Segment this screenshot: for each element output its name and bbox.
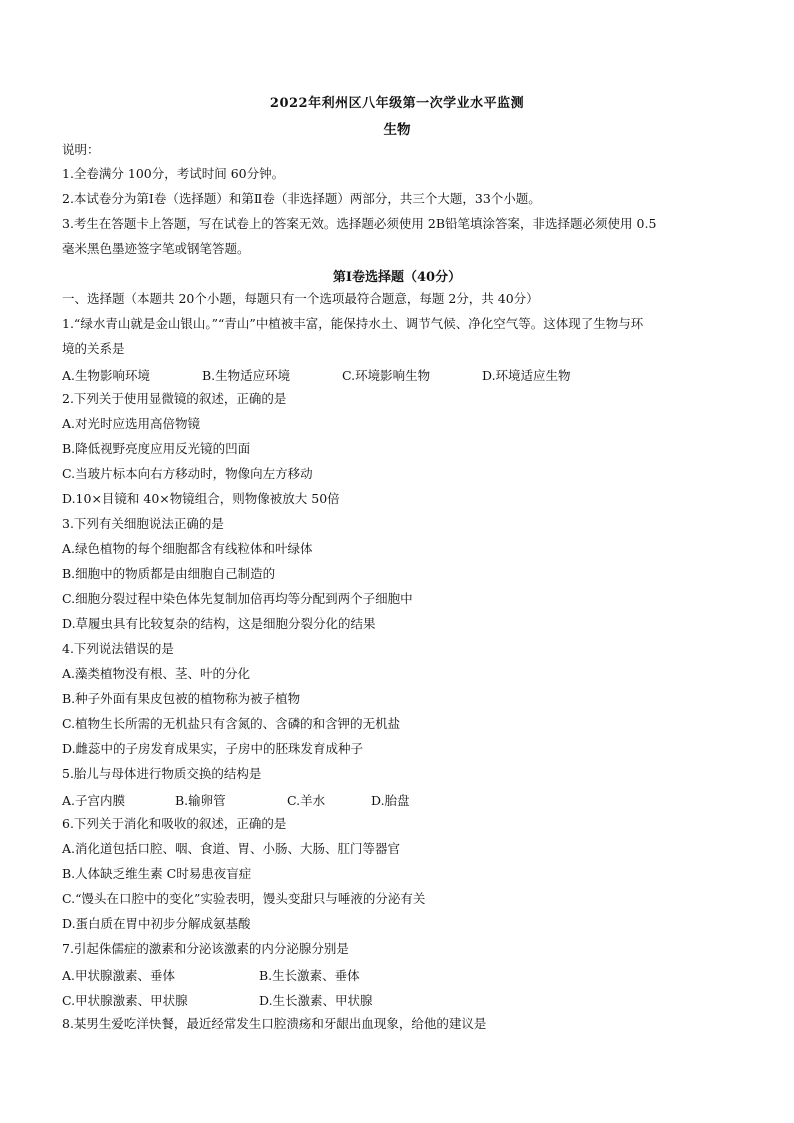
option-a: A.甲状腺激素、垂体 xyxy=(62,968,176,983)
option-a: A.对光时应选用高倍物镜 xyxy=(62,416,201,431)
option-d: D.草履虫具有比较复杂的结构，这是细胞分裂分化的结果 xyxy=(62,616,376,631)
note-item: 1.全卷满分 100分，考试时间 60分钟。 xyxy=(62,166,285,181)
section-instructions: 一、选择题（本题共 20个小题，每题只有一个选项最符合题意，每题 2分，共 40分） xyxy=(62,291,539,306)
option-c: C.细胞分裂过程中染色体先复制加倍再均等分配到两个子细胞中 xyxy=(62,591,413,606)
option-c: C.当玻片标本向右方移动时，物像向左方移动 xyxy=(62,466,313,481)
option-b: B.生长激素、垂体 xyxy=(259,968,360,983)
option-b: B.降低视野亮度应用反光镜的凹面 xyxy=(62,441,251,456)
option-b: B.生物适应环境 xyxy=(202,368,291,383)
question-stem: 2.下列关于使用显微镜的叙述，正确的是 xyxy=(62,391,287,406)
option-a: A.消化道包括口腔、咽、食道、胃、小肠、大肠、肛门等器官 xyxy=(62,841,401,856)
note-item: 3.考生在答题卡上答题，写在试卷上的答案无效。选择题必须使用 2B铅笔填涂答案，非选择题必须使用 0.5 xyxy=(62,216,657,231)
option-c: C.羊水 xyxy=(287,793,326,808)
option-d: D.胎盘 xyxy=(371,793,410,808)
option-a: A.绿色植物的每个细胞都含有线粒体和叶绿体 xyxy=(62,541,313,556)
question-stem: 7.引起侏儒症的激素和分泌该激素的内分泌腺分别是 xyxy=(62,941,349,956)
question-stem: 3.下列有关细胞说法正确的是 xyxy=(62,516,224,531)
option-c: C.“馒头在口腔中的变化”实验表明，馒头变甜只与唾液的分泌有关 xyxy=(62,891,426,906)
option-d: D.蛋白质在胃中初步分解成氨基酸 xyxy=(62,916,251,931)
note-item: 2.本试卷分为第Ⅰ卷（选择题）和第Ⅱ卷（非选择题）两部分，共三个大题，33个小题。 xyxy=(62,191,541,206)
note-item: 毫米黑色墨迹签字笔或钢笔答题。 xyxy=(62,241,250,256)
option-d: D.生长激素、甲状腺 xyxy=(259,993,373,1008)
question-stem: 境的关系是 xyxy=(62,341,125,356)
exam-title: 2022年利州区八年级第一次学业水平监测 xyxy=(269,96,525,111)
option-d: D.雌蕊中的子房发育成果实，子房中的胚珠发育成种子 xyxy=(62,741,364,756)
option-b: B.人体缺乏维生素 C时易患夜盲症 xyxy=(62,866,252,881)
option-d: D.环境适应生物 xyxy=(482,368,571,383)
option-b: B.细胞中的物质都是由细胞自己制造的 xyxy=(62,566,276,581)
option-d: D.10×目镜和 40×物镜组合，则物像被放大 50倍 xyxy=(62,491,340,506)
notes-label: 说明： xyxy=(62,142,100,157)
section-title: 第Ⅰ卷选择题（40分） xyxy=(332,270,462,285)
question-stem: 4.下列说法错误的是 xyxy=(62,641,174,656)
option-b: B.种子外面有果皮包被的植物称为被子植物 xyxy=(62,691,301,706)
option-b: B.输卵管 xyxy=(175,793,226,808)
question-stem: 6.下列关于消化和吸收的叙述，正确的是 xyxy=(62,816,287,831)
option-c: C.甲状腺激素、甲状腺 xyxy=(62,993,188,1008)
question-stem: 5.胎儿与母体进行物质交换的结构是 xyxy=(62,766,262,781)
option-c: C.植物生长所需的无机盐只有含氮的、含磷的和含钾的无机盐 xyxy=(62,716,401,731)
option-c: C.环境影响生物 xyxy=(342,368,431,383)
question-stem: 8.某男生爱吃洋快餐，最近经常发生口腔溃疡和牙龈出血现象，给他的建议是 xyxy=(62,1016,487,1031)
exam-subject: 生物 xyxy=(383,122,411,138)
option-a: A.藻类植物没有根、茎、叶的分化 xyxy=(62,666,251,681)
option-a: A.子宫内膜 xyxy=(62,793,126,808)
option-a: A.生物影响环境 xyxy=(62,368,151,383)
question-stem: 1.“绿水青山就是金山银山。”“青山”中植被丰富，能保持水土、调节气候、净化空气等。这体现了生物与环 xyxy=(62,316,644,331)
